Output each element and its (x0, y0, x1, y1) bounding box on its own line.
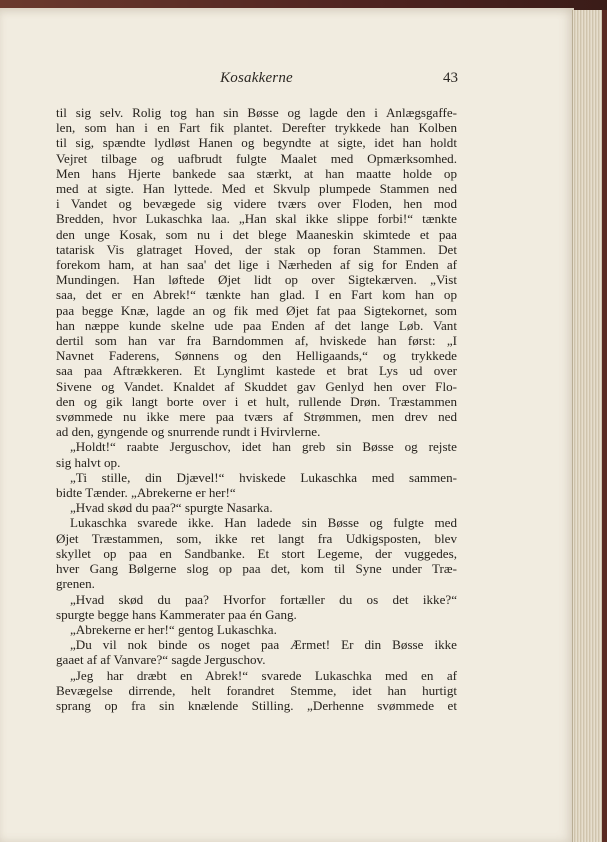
text-line: han næppe kunde skelne ude paa Enden af det lange Løb. Vant (56, 317, 457, 333)
text-line: len, som han i en Fart fik plantet. Derefter trykkede han Kolben (56, 120, 457, 136)
text-line: Vejret tilbage og uafbrudt fulgte Maalet med Opmærksomhed. (56, 150, 457, 166)
text-line: spurgte begge hans Kammerater paa én Gang. (56, 606, 297, 622)
text-line: i Vandet og bevægede sig videre tværs over Floden, hen mod (56, 196, 457, 212)
text-line: „Hvad skød du paa?“ spurgte Nasarka. (70, 500, 273, 516)
text-line: „Hvad skød du paa? Hvorfor fortæller du os det ikke?“ (70, 591, 457, 607)
page-edges (572, 10, 607, 842)
page-number: 43 (443, 70, 458, 86)
running-title: Kosakkerne (220, 70, 293, 86)
text-line: dertil som han var fra Barndommen af, hviskede han først: „I (56, 333, 457, 349)
text-line: ad den, gyngende og snurrende rundt i Hvirvlerne. (56, 424, 321, 440)
text-line: Bevægelse dirrende, helt forandret Stemme, idet han hurtigt (56, 682, 457, 698)
text-line: bidte Tænder. „Abrekerne er her!“ (56, 485, 236, 501)
text-line: „Ti stille, din Djævel!“ hviskede Lukaschka med sammen- (70, 469, 457, 485)
text-line: Mundingen. Han løftede Øjet lidt op over Sigtekærven. „Vist (56, 272, 457, 288)
text-line: tatarisk Vis glatraget Hoved, der stak op foran Stammen. Det (56, 241, 457, 257)
text-line: hver Gang Bølgerne slog op paa det, kom til Syne under Træ- (56, 561, 457, 577)
text-line: grenen. (56, 576, 95, 592)
text-line: saa paa Aftrækkeren. Et Lynglimt kastede et brat Lys ud over (56, 363, 457, 379)
text-line: saa, det er en Abrek!“ tænkte han glad. I en Fart kom han op (56, 287, 457, 303)
text-line: sig halvt op. (56, 454, 121, 470)
text-line: Bredden, hvor Lukaschka laa. „Han skal ikke slippe forbi!“ tænkte (56, 211, 457, 227)
text-line: paa begge Knæ, lagde an og fik med Øjet fat paa Sigtekornet, som (56, 302, 457, 318)
text-line: Øjet Træstammen, som, ikke ret langt fra Udkigsposten, blev (56, 530, 457, 546)
text-line: Lukaschka svarede ikke. Han ladede sin Bøsse og fulgte med (70, 515, 457, 531)
text-line: Sivene og Vandet. Knaldet af Skuddet gav Genlyd hen over Flo- (56, 378, 457, 394)
text-line: gaaet af af Vanvare?“ sagde Jerguschov. (56, 652, 266, 668)
text-line: skyllet op paa en Sandbanke. Et stort Legeme, der vuggedes, (56, 545, 457, 561)
text-line: med at sigte. Han lyttede. Med et Skvulp plumpede Stammen ned (56, 181, 457, 197)
text-line: „Jeg har dræbt en Abrek!“ svarede Lukaschka med en af (70, 667, 457, 683)
text-line: „Holdt!“ raabte Jerguschov, idet han greb sin Bøsse og rejste (70, 439, 457, 455)
text-line: til sig, spændte lydløst Hanen og begyndte at sigte, idet han holdt (56, 135, 457, 151)
text-line: „Abrekerne er her!“ gentog Lukaschka. (70, 621, 277, 637)
text-line: sprang op fra sin knælende Stilling. „Derhenne svømmede et (56, 697, 457, 713)
text-line: den og gik langt borte over i et hult, rullende Drøn. Træstammen (56, 393, 457, 409)
text-line: den unge Kosak, som nu i det blege Maaneskin skimtede et paa (56, 226, 457, 242)
text-line: Navnet Faderens, Sønnens og den Helligaands,“ og trykkede (56, 348, 457, 364)
text-line: „Du vil nok binde os noget paa Ærmet! Er din Bøsse ikke (70, 637, 457, 653)
text-line: Men hans Hjerte bankede saa stærkt, at han maatte holde op (56, 165, 457, 181)
text-line: svømmede nu ikke mere paa tværs af Strømmen, men drev ned (56, 409, 457, 425)
text-line: til sig selv. Rolig tog han sin Bøsse og lagde den i Anlægsgaffe- (56, 105, 457, 120)
text-line: forekom ham, at han saa' det lige i Nærheden af sig for Enden af (56, 257, 457, 273)
body-text (56, 105, 457, 713)
page-header (55, 70, 458, 90)
